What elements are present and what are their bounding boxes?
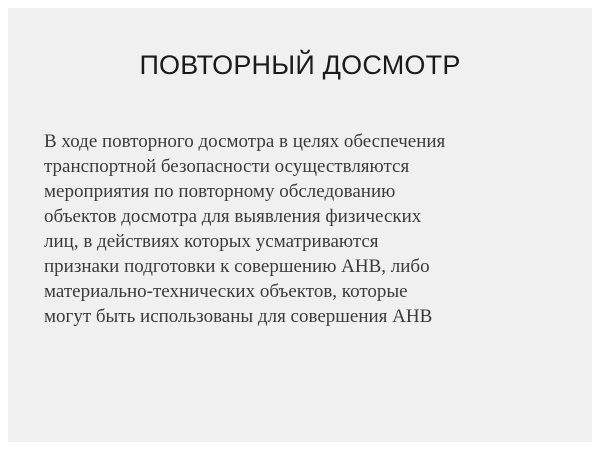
body-line: лиц, в действиях которых усматриваются: [44, 231, 379, 252]
body-line: могут быть использованы для совершения АНВ: [44, 306, 433, 327]
body-line: объектов досмотра для выявления физических: [44, 206, 422, 227]
slide-body: [44, 129, 564, 329]
slide-title: ПОВТОРНЫЙ ДОСМОТР: [139, 50, 461, 80]
slide: [8, 8, 592, 442]
body-line: мероприятия по повторному обследованию: [44, 181, 396, 202]
body-line: признаки подготовки к совершению АНВ, либо: [44, 256, 430, 277]
body-line: транспортной безопасности осуществляются: [44, 156, 410, 177]
body-line: В ходе повторного досмотра в целях обеспечения: [44, 131, 446, 152]
body-line: материально-технических объектов, которые: [44, 281, 408, 302]
